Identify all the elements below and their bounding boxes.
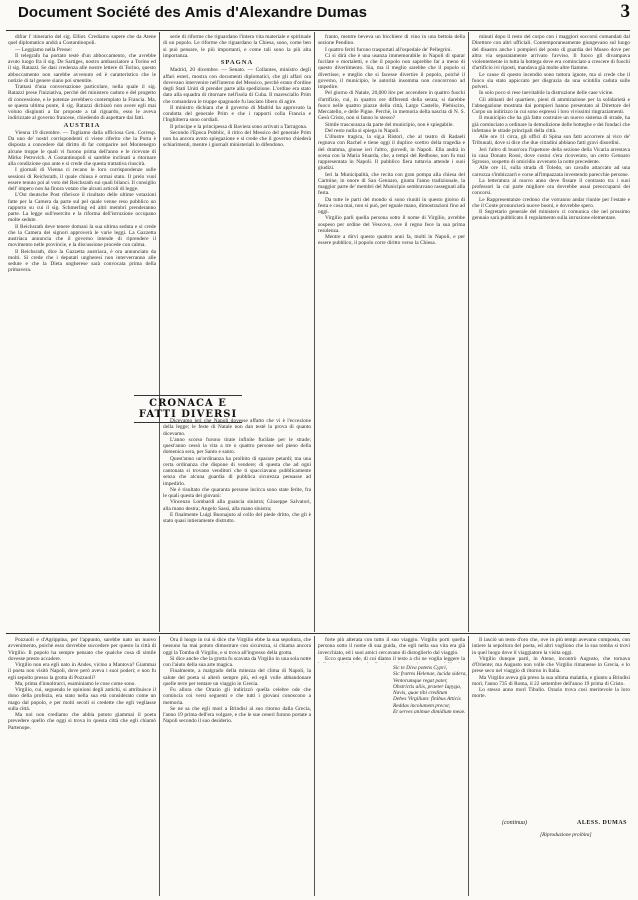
paragraph: Alle ore 11, sulla strada di Toledo, un cavallo attaccato ad una carrozza s'imbizzarrì e corse all'impazzata investendo parecchie persone.: [472, 165, 630, 178]
paragraph: L'Ost deutsche Post riferisce il risultato delle ultime votazioni fatte per la Camera da parte sul pel quale venne reso pubblico un rapporto su cui il sig. Schmerling ed altri membri prenderanno parte. La legge sull'esercito e la riforma dell'istruzione occupano molte sedute.: [8, 192, 156, 224]
paragraph: Secondo l'Epoca Pubblic, il ritiro del Messico del generale Prim non ha ancora avuto spiegazione e si crede che il governo chiederà schiarimenti, mentre i giornali ministeriali lo difendono.: [163, 129, 311, 149]
paragraph: Quest'anno un'ordinanza ha proibito di sparare petardi; ma una certa ordinanza che dispone di vendere; di questa che ad ogni cantonata si trovano venditori che ti spacciavano pubblicamente senza che alcuna guardia di pubblica sicurezza pensasse ad impedirlo.: [163, 455, 311, 487]
paragraph: Alle ore 11 circa, gli uffici di Spina son fatti accorrere al vico de' Tribunali, dove si dice che due cittadini abbiano fatti gravi disordini.: [472, 134, 630, 147]
paragraph: Ora il luogo in cui si dice che Virgilio ebbe la sua sepoltura, che nessuno ha mai potuto dimostrare con sicurezza, si chiama ancora oggi la Tomba di Virgilio, e si trova all'ingresso della grotta.: [163, 637, 311, 656]
article-column-1: [8, 34, 156, 631]
paragraph: Madrid, 20 dicembre. — Senato. — Collantes, ministro degli affari esteri, mostra con documenti diplomatici, che gli affari ora dovevano intervenire nell'interno del Messico, perchè erano d'ordine degli Stati Uniti di prender parte alla spedizione. L'ordine era stato dato alla squadra di ritornare nell'isola di Cuba. Il maresciallo Prim che comandava le truppe spagnuole fu lasciato libero di agire.: [163, 67, 311, 105]
paragraph: Da tutte le parti del mondo si sono riuniti in questo giorno di festa e cosa mai, non si può, per eguale mano, dimostrazioni fino ad oggi.: [318, 196, 465, 215]
feuilleton-column-4: [472, 637, 630, 817]
paragraph: I quattro feriti furono trasportati all'ospedale de' Pellegrini.: [325, 46, 452, 53]
author-name: ALESS. DUMAS: [576, 820, 627, 826]
page-header: [0, 0, 638, 30]
paragraph: Il municipio che ha già fatto costruire un nuovo sistema di strade, ha già cominciato a ordinare la demolizione delle botteghe e dei fondaci che infettano le strade principali della città.: [472, 115, 630, 134]
paragraph: — Leggiamo nella Presse:: [15, 46, 73, 53]
verse-line: Reddas incolumem precor,: [393, 702, 451, 709]
verse-line: Ventorumque regat pater,: [393, 677, 448, 684]
paragraph: Trattasi d'una conversazione particolare, nella quale il sig. Ratazzi prese l'iniziativa, perchè del ministero caduto e del progetto di concessione, e le potenze avrebbero contemplato la Francia. Ma, se questa ultima ponte, il sig. Ratazzi dichiarò non avere egli mai voluto disgiunti a far proposte a tal riguardo, esso le aveva indirizzate al governo francese, chiedendo di aspettare dai fatti.: [8, 84, 156, 122]
paragraph: Vienna 19 dicembre. — Togliamo dalla ufficiosa Gen. Corresp. Da uno de' nostri corrispondenti ci viene riferito che la Porta è disposta a concedere dal diritto di far comparire nel Montenegro alcune truppe le quali vi furono prima dell'anno e le ricevute di Mirko Petrovich. A Costantinopoli si sarebbe inclinati a ritornare alla condizione quo ante e si crede che questa trattativa riuscirà.: [8, 129, 156, 167]
column-divider-3: [468, 32, 469, 632]
paragraph: Virgilio dunque partì, in Atene, incontrò Augusto, che tornava d'Oriente; ma Augusto non volle che Virgilio rimanesse in Grecia, e lo prese seco nel viaggio di ritorno in Italia.: [472, 655, 630, 675]
paragraph: Del resto nulla si spiega in Napoli.: [325, 127, 400, 134]
paragraph: Pozzuoli e d'Agrippina, per l'appunto, sarebbe nato un nuovo avvenimento, poichè esso dovrebbe succedere per questo la città di Virgilio. Il popolo ha sempre pensato che qualche cosa di simile dovesse presto accadere.: [8, 637, 156, 662]
article-column-2b: [163, 418, 311, 631]
section-heading-cronaca: CRONACA E FATTI DIVERSI: [134, 395, 242, 423]
column-divider-1: [159, 32, 160, 632]
paragraph: Ieri la Municipalità, che recita con gran pompa alla chiesa del Carmine, in onore di San Gennaro, giunta l'anno tradizionale, la maggior parte de' membri del Municipio sembravano rassegnati alla festa.: [318, 171, 465, 197]
paragraph: In solo poco si rese inevitabile la distruzione delle case vicine.: [479, 90, 614, 97]
paragraph: Il Reichsrath, dice la Gazzetta austriaca, è ora annunciato da molti. Si crede che i deputati ungheresi non interverranno alle sedute e che la Dieta ungherese sarà convocata prima della primavera.: [8, 248, 156, 274]
verse-line: Debes Virgilium: finibus Atticis: [393, 696, 461, 703]
paragraph: I giornali di Vienna ci recano le loro corrispondenze sulle sessioni di Reichsrath, il quale chiusa è ormai stato. Il prelo vuol essere tenuto poi al voto del Reichsrath sui quali bilanci. Il consiglio dell' impero non ha finora votato che alcuni articoli di legge.: [8, 167, 156, 192]
verse-line: Obstrictis aliis, praeter Iapyga,: [393, 683, 462, 690]
paragraph: E finalmente Luigi Buonajuto al collo del piede dritto, che gli è stato quasi intieramente distrutto.: [163, 511, 311, 524]
paragraph: Il telegrafo ha portato testè d'un abboccamento, che avrebbe avuto luogo fra il sig. De Sartiges, nostro ambasciatore a Torino ed il sig. Ratazzi. Se dasi credenza alle nostre lettere di Torino, questo abboccamento non sarebbe avvenuto ed è caratteristico che le notizie di tal genere siano poi smentite.: [8, 52, 156, 84]
feuilleton-column-1: [8, 637, 156, 895]
verse-line: Navis, quae tibi creditum: [393, 690, 448, 696]
paragraph: Ci si dirà che è una usanza immemorabile in Napoli di sparar fucilate e mortaletti, e che il popolo non saprebbe far a meno di questo divertimento. Sia, ma il meglio sarebbe che il popolo si divertisse, e meglio che si facesse divertire il popolo, poichè il governo, il municipio, le autorità insomma non concorrono ad impedire.: [318, 52, 465, 90]
verse-line: Sic te Diva potens Cypri,: [393, 665, 448, 671]
paragraph: Ma noi non crediamo che abbia potuto giammai il poeta prevedere quello che oggi si trova in questa città che egli chiamò Partenope.: [8, 712, 156, 731]
paragraph: Finalmente, a malgrado della mitezza del clima di Napoli, la salute del poeta si alterò sempre più, ed egli volle abbandonare quelle terre per tentare un viaggio in Grecia.: [163, 668, 311, 687]
paragraph: Ma, prima d'innoltrarci, esaminiamo le cose come sono.: [15, 680, 136, 687]
verse-line: Sic fratres Helenae, lucida sidera,: [393, 671, 467, 678]
paragraph: Le Rappresentanze credono che vorranno andar riunite per l'estate e che il Conte pronuncierà nuove buoni, e dovrebbe spero.: [472, 196, 630, 209]
paragraph: Fu allora che Orazio gli indirizzò quella celebre ode che comincia coi versi seguenti e che tutti i giovani conoscono a memoria.: [163, 687, 311, 706]
paragraph: Jeri l'altro di buon'ora l'ispettore della sezione della Vicaria arrestava in casa Donato Rossi, dove costui s'era ricoverato, un certo Gennaro Sgrosso, sospetto di omicidio avvenuto la notte precedente.: [472, 146, 630, 165]
paragraph: Il ministro dichiara che il governo di Madrid ha approvato la condotta del generale Prim e che i rapporti colla Francia e l'Inghilterra sono cordiali.: [163, 104, 311, 124]
reproduction-notice: [Riproduzione proibita]: [540, 832, 592, 838]
column-divider-b1: [159, 636, 160, 896]
paragraph: L'anno scorso furono tirate infinite fucilate per le strade; quest'anno cessò la vita a tre o quattro persone nel pieno della domenica sera, per Santo e santo.: [163, 436, 311, 456]
column-divider-2: [314, 32, 315, 632]
paragraph: Pel giorno di Natale, 20,000 lire per accendere in quattro fuochi d'artifizio, cui, in quattro ore differenti della serata, si darebbe fuoco nelle quattro piazze della città, Largo Castello, Plebiscito, Mercatello, e delle Pigne. Perchè, in memoria della nascita di N. S. Gesù Cristo, non si fanno lo stesso?: [318, 90, 465, 122]
paragraph: Lo stesso anno morì Tibullo. Orazio trova così meritevole la loro morte.: [472, 687, 630, 700]
feuilleton-column-2: [163, 637, 311, 895]
paragraph: Mentre a dirvi questo quattro anni fa, molti in Napoli, e per essere pubblico, il popolo corre diritto verso la Chiesa.: [318, 234, 465, 247]
feuilleton-column-3: [318, 637, 465, 663]
paragraph: Virgilio parli quella persona sotto il nome di Virgilio, avrebbe sospeso per ordine del Vescovo, ove il regno fece la sua prima residenza.: [318, 215, 465, 234]
paragraph: Il principe e la principessa di Baviera sono arrivati a Tarragona.: [170, 123, 308, 130]
paragraph: Il lasciò un testo d'oro che, ove in più tempi avevano composto, con intiere la sepoltura del poeta, ed altri vogliono che la sua tomba si trovi in quel luogo dove il viaggiatore la visita oggi.: [472, 637, 630, 656]
paragraph: Dicevamo ieri che Napoli dovesse affatto che vi è l'eccezione della legge; le feste di Natale non dan testè la prova di quanto dicevamo.: [163, 418, 311, 437]
section-label: AUSTRIA: [63, 121, 101, 129]
paragraph: Ma Virgilio aveva già preso la sua ultima malattia, e giunto a Brindisi morì, l'anno 735 di Roma, il 22 settembre dell'anno 19 prima di Cristo.: [472, 674, 630, 687]
verse-line: Et serves animae dimidium meae.: [393, 708, 466, 715]
paragraph: Se ne sa che egli morì a Brindisi al suo ritorno dalla Grecia, l'anno 19 prima dell'era volgare, e che le sue ceneri furono portate a Napoli secondo il suo desiderio.: [163, 705, 311, 725]
paragraph: Gli abitanti del quartiere, pieni di ammirazione per la solidarietà e l'abnegazione mostrata dai pompieri hanno presentato al Direttore del Corpo un indirizzo in cui sono espressi i loro vivissimi ringraziamenti.: [472, 96, 630, 115]
section-label: SPAGNA: [220, 59, 254, 66]
column-divider-b2: [314, 636, 315, 896]
paragraph: franto, mentre beveva un bicchiere di vino in una bettola della sezione Pendino.: [318, 34, 465, 47]
article-column-2: [163, 34, 311, 392]
paragraph: Virgilio, cui, seguendo le opinioni degli antichi, si attribuisce il dono della profezia, era stato nella sua età considerato come un mago dal popolo, e per molti secoli si credette che egli vegliasse sulla città.: [8, 687, 156, 712]
paragraph: forte più alterata con tutto il suo viaggio. Virgilio porti quella persona sotto il nome di sua guida, che egli nella sua vita era già invecchiato, ed i suoi amici cercavano di distoglierlo dal viaggio.: [318, 637, 465, 656]
paragraph: L'illustre tragica, la sig.a Ristori, che al teatro di Radaeli regnava con Rachel e tiene oggi il duplice scettro della tragedia e del dramma, giunse ieri l'altro, giovedì, in Napoli. Ella andrà in scena con la Maria Stuarda, che, a tempi del Redbone, non fu mai rappresentata in Napoli. Il pubblico fiera tuttavia attende i suoi giudizi.: [318, 134, 465, 172]
paragraph: Il Reichsrath deve tenere domani la sua ultima seduta e si crede che la Camera dei signori approverà le varie leggi. La Gazzetta austriaca annuncia che il governo intende di riprendere il movimento nelle provincie, e la discussione procede con calma.: [8, 223, 156, 249]
header-rule: [6, 30, 630, 31]
paragraph: difrar l' itinerario del sig. Elliot. Crediamo sapere che da Atene quel diplomatico andrà a Costantinopoli.: [8, 34, 156, 47]
document-title: Document Société des Amis d'Alexandre Dumas: [18, 4, 368, 21]
paragraph: La letteratura al nuovo anno deve fissare il contrasto tra i suoi professori la cui parte migliore ora dovrebbe assai preoccuparsi dei concorsi.: [472, 177, 630, 197]
feuilleton-rule: [6, 633, 630, 634]
paragraph: Vincenzo Lombardi alla guancia sinistra; Giuseppe Salvatori, alla mano destra; Angelo Sassi, alla mano sinistra;: [163, 499, 311, 512]
page-number: 3: [620, 1, 630, 22]
paragraph: Virgilio non era egli nato in Andes, vicino a Mantova? Giammai il poeta non visitò Napoli, dove però aveva i suoi poderi; e non fu egli sepolto presso la grotta di Pozzuoli?: [8, 662, 156, 681]
paragraph: Ne è risultato che quaranta persone incirca sono state ferite, fra le quali questa dei giovani:: [163, 486, 311, 499]
signoff: [502, 820, 627, 830]
article-column-4: [472, 34, 630, 631]
paragraph: minuti dopo il resto del corpo con i maggiori soccorsi comandati dal Direttore con altri ufficiali. Contemporaneamente giungevano sul luogo del disastro anche i pompieri del posto di guardia del Museo dove per altra via separatamente arrivato l'avviso. Il fuoco gli divampava violentemente in tutta la bottega dove era cominciato a crescere di fuochi d'artificio ivi riposti, mandava già molte altre fiamme.: [472, 34, 630, 72]
paragraph: Le cause di questo incendio sono tuttora ignote, ma si crede che il fuoco sia stato appiccato per disgrazia da una scintilla caduta sulle polveri.: [472, 71, 630, 90]
paragraph: Ecco questa ode, di cui diamo il testo a chi ne voglia leggere la: [325, 655, 465, 662]
paragraph: Simile trascuranza da parte del municipio, non è spiegabile.: [325, 121, 454, 128]
article-column-3: [318, 34, 465, 631]
paragraph: Si dice anche che la grotta fu scavata da Virgilio in una sola notte con l'aiuto della sua arte magica.: [163, 655, 311, 668]
paragraph: serie di riforme che riguardano l'intera vita materiale e spirituale di un popolo. Le riforme che riguardano la Chiesa, sono, come ben si può pensare, le più importanti, e come tali sono la più alta importanza.: [163, 34, 311, 59]
continua-label: (continua): [502, 820, 527, 826]
paragraph: Il Segretario generale del ministero ci comunica che nel prossimo gennaio sarà pubblicato il regolamento sulla istruzione elementare.: [472, 209, 630, 222]
